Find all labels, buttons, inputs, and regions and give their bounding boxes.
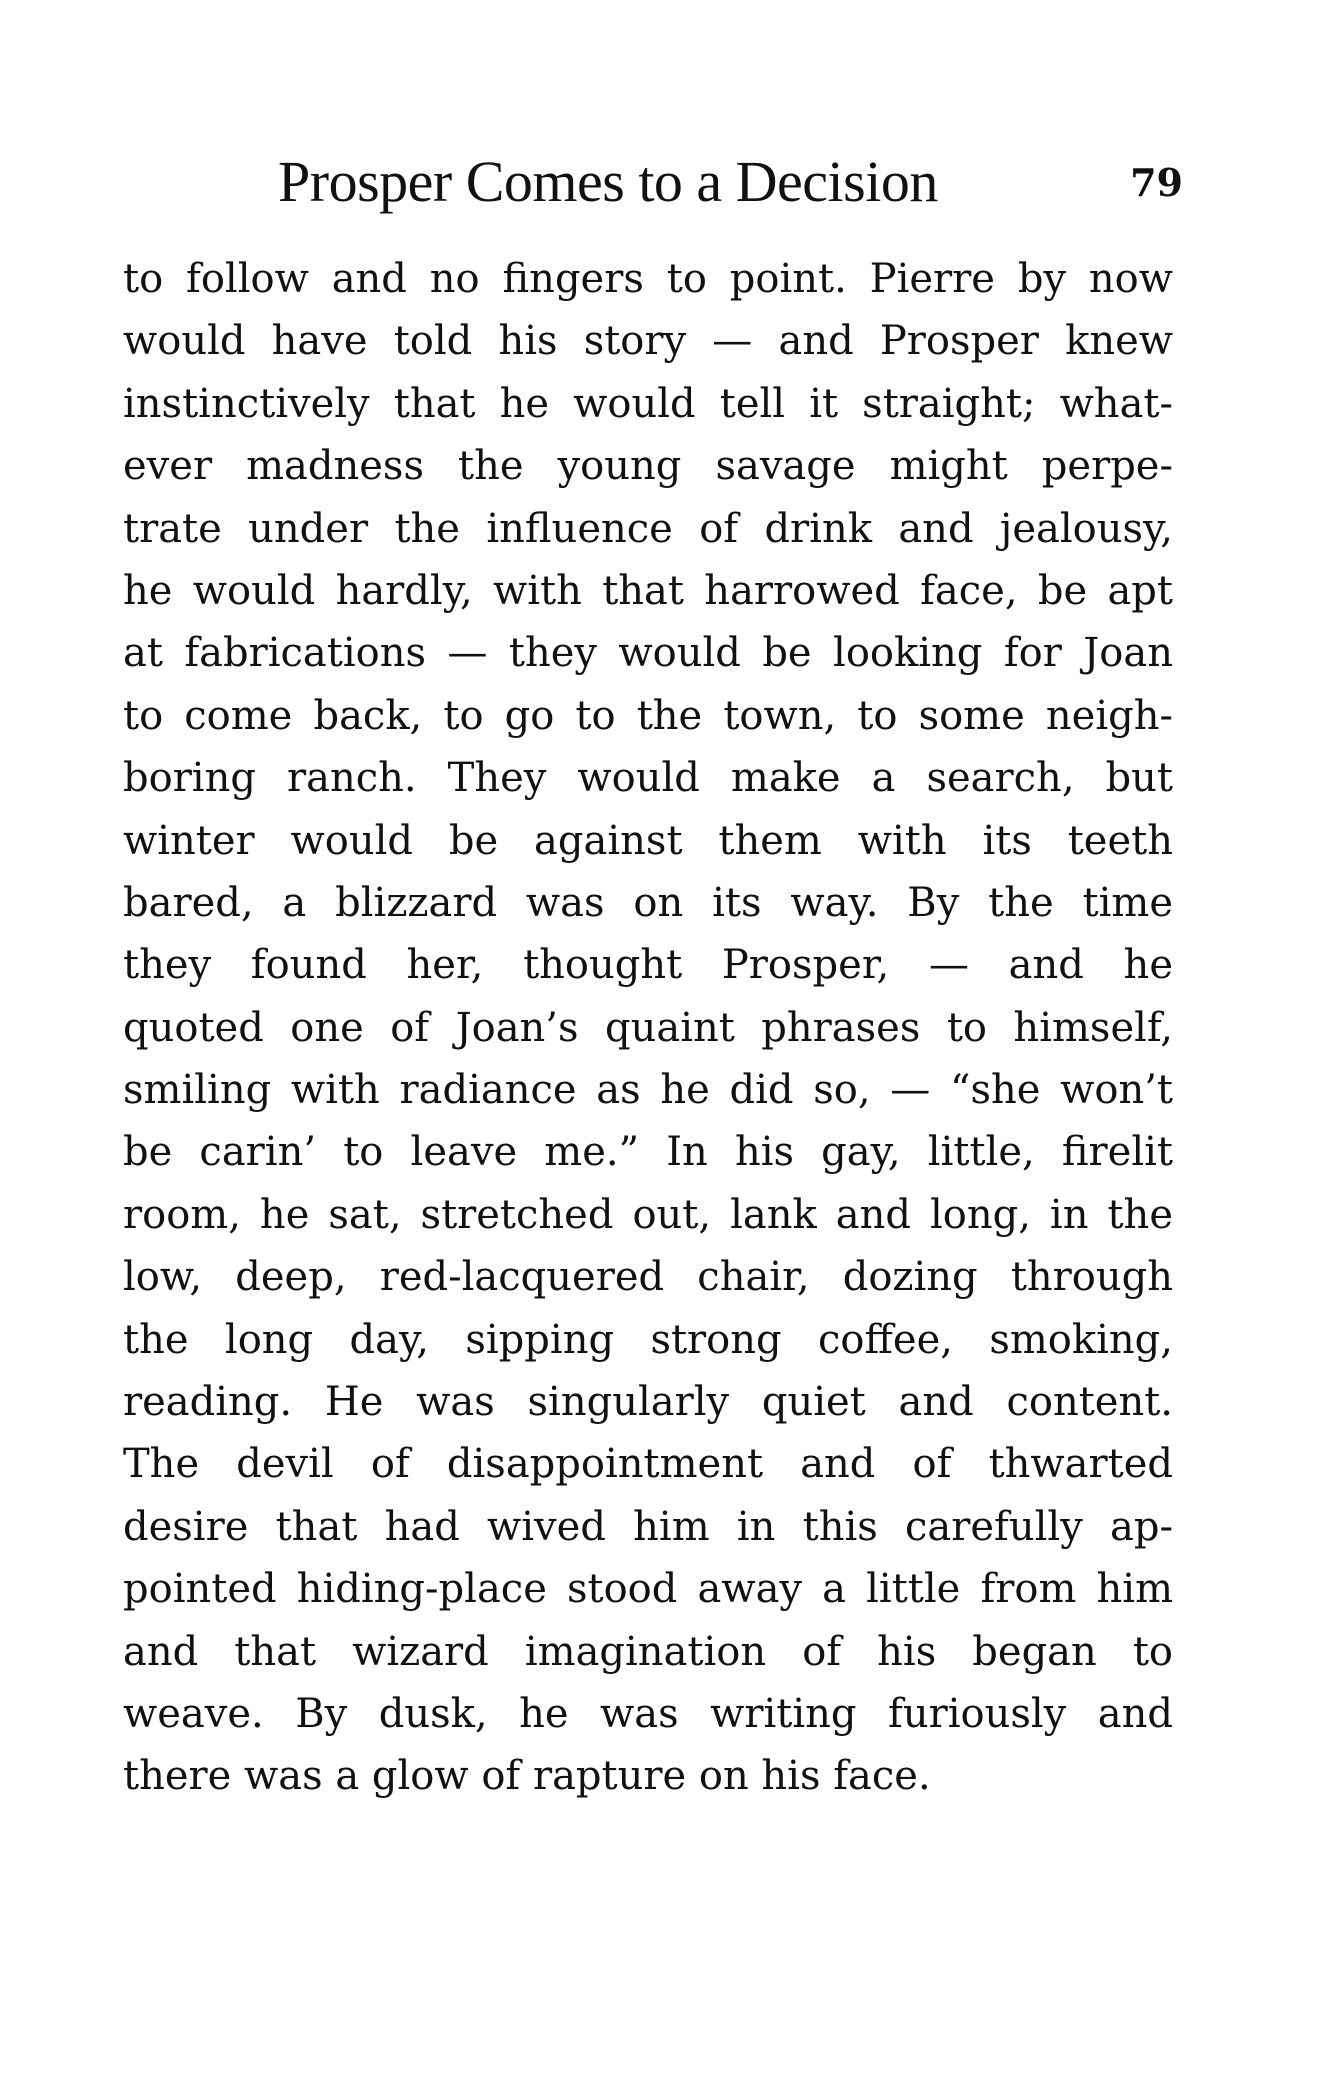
text-line: and that wizard imagination of his began to xyxy=(123,1628,1173,1675)
text-line: ever madness the young savage might perpe- xyxy=(123,443,1173,490)
text-line: would have told his story — and Prosper knew xyxy=(123,318,1173,365)
text-line: bared, a blizzard was on its way. By the time xyxy=(123,879,1173,926)
text-line: he would hardly, with that harrowed face, be apt xyxy=(123,567,1173,614)
text-line: be carin’ to leave me.” In his gay, little, firelit xyxy=(123,1129,1173,1176)
text-line: instinctively that he would tell it straight; what- xyxy=(123,380,1173,427)
text-line: at fabrications — they would be looking for Joan xyxy=(123,630,1173,677)
text-line: reading. He was singularly quiet and content. xyxy=(123,1379,1173,1426)
text-line: smiling with radiance as he did so, — “she won’t xyxy=(123,1067,1173,1114)
text-line: they found her, thought Prosper, — and he xyxy=(123,942,1173,989)
text-line: the long day, sipping strong coffee, smoking, xyxy=(123,1316,1173,1363)
text-line: pointed hiding-place stood away a little from him xyxy=(123,1566,1173,1613)
text-line: to come back, to go to the town, to some neigh- xyxy=(123,692,1173,739)
text-line: weave. By dusk, he was writing furiously and xyxy=(123,1690,1173,1737)
text-line: The devil of disappointment and of thwarted xyxy=(123,1441,1173,1488)
page-number: 79 xyxy=(1130,160,1183,205)
text-line: quoted one of Joan’s quaint phrases to himself, xyxy=(123,1004,1173,1051)
text-line: desire that had wived him in this carefully ap- xyxy=(123,1503,1173,1550)
text-line: low, deep, red-lacquered chair, dozing through xyxy=(123,1254,1173,1301)
text-line: trate under the influence of drink and jealousy, xyxy=(123,505,1173,552)
chapter-title: Prosper Comes to a Decision xyxy=(278,149,938,214)
text-line: boring ranch. They would make a search, but xyxy=(123,755,1173,802)
text-line: to follow and no fingers to point. Pierre by now xyxy=(123,256,1173,302)
text-line: room, he sat, stretched out, lank and long, in the xyxy=(123,1191,1173,1238)
running-header xyxy=(123,148,1183,218)
body-text xyxy=(123,248,1173,1808)
text-line: there was a glow of rapture on his face. xyxy=(123,1753,931,1800)
text-line: winter would be against them with its teeth xyxy=(123,817,1173,864)
